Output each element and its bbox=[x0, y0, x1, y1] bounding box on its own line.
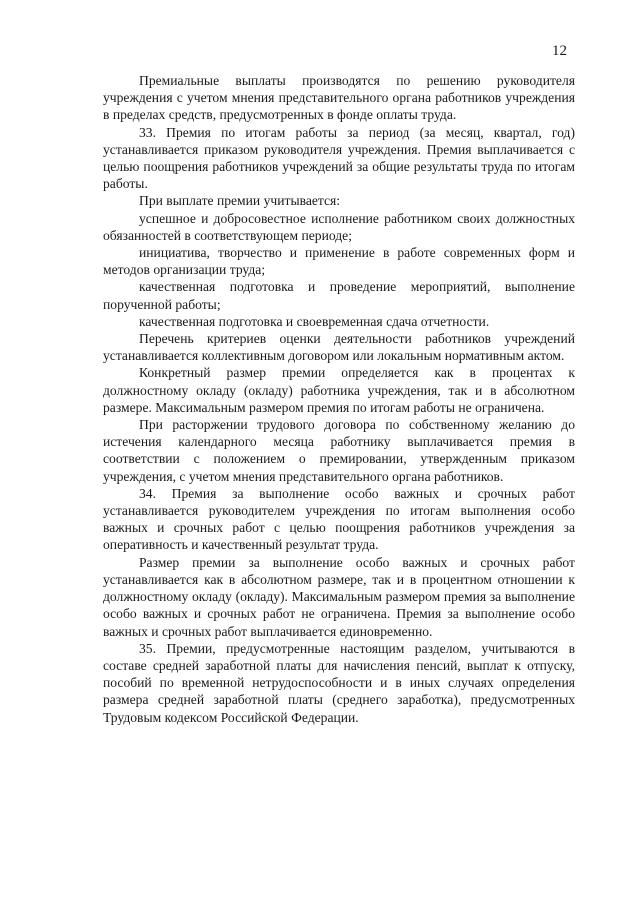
paragraph-criterion-initiative: инициатива, творчество и применение в работе современных форм и методов организации труда; bbox=[103, 245, 575, 278]
paragraph-criterion-reporting: качественная подготовка и своевременная сдача отчетности. bbox=[139, 313, 490, 329]
paragraph-urgent-bonus-size: Размер премии за выполнение особо важных и срочных работ устанавливается как в абсолютном размере, так и в процентном отношении к должностному окладу (окладу). Максимальным размером премия за выполнение особо важных и срочных работ не ограничена. Премия за выполнение особо важных и срочных работ выплачивается единовременно. bbox=[103, 554, 575, 639]
document-body bbox=[103, 72, 575, 726]
paragraph-criteria-list: Перечень критериев оценки деятельности работников учреждений устанавливается коллективным договором или локальным нормативным актом. bbox=[103, 331, 575, 364]
paragraph-item-34: 34. Премия за выполнение особо важных и срочных работ устанавливается руководителем учреждения по итогам выполнения особо важных и срочных работ с целью поощрения работников учреждения за оперативность и качественный результат труда. bbox=[103, 485, 575, 553]
paragraph-item-35: 35. Премии, предусмотренные настоящим разделом, учитываются в составе средней заработной платы для начисления пенсий, выплат к отпуску, пособий по временной нетрудоспособности и в иных случаях определения размера средней заработной платы (среднего заработка), предусмотренных Трудовым кодексом Российской Федерации. bbox=[103, 640, 575, 725]
paragraph-criterion-events: качественная подготовка и проведение мероприятий, выполнение порученной работы; bbox=[103, 279, 575, 312]
paragraph-termination: При расторжении трудового договора по собственному желанию до истечения календарного месяца работнику выплачивается премия в соответствии с положением о премировании, утвержденным приказом учреждения, с учетом мнения представительного органа работников. bbox=[103, 417, 575, 484]
page-number: 12 bbox=[552, 43, 567, 59]
paragraph-bonus-size: Конкретный размер премии определяется как в процентах к должностному окладу (окладу) работника учреждения, так и в абсолютном размере. Максимальным размером премия по итогам работы не ограничена. bbox=[103, 365, 575, 415]
paragraph-bonus-payments: Премиальные выплаты производятся по решению руководителя учреждения с учетом мнения представительного органа работников учреждения в пределах средств, предусмотренных в фонде оплаты труда. bbox=[103, 73, 575, 123]
paragraph-item-33: 33. Премия по итогам работы за период (за месяц, квартал, год) устанавливается приказом руководителя учреждения. Премия выплачивается с целью поощрения работников учреждений за общие результаты труда по итогам работы. bbox=[103, 124, 575, 192]
paragraph-bonus-criteria-intro: При выплате премии учитывается: bbox=[139, 193, 341, 209]
paragraph-criterion-duties: успешное и добросовестное исполнение работником своих должностных обязанностей в соответствующем периоде; bbox=[103, 210, 575, 243]
